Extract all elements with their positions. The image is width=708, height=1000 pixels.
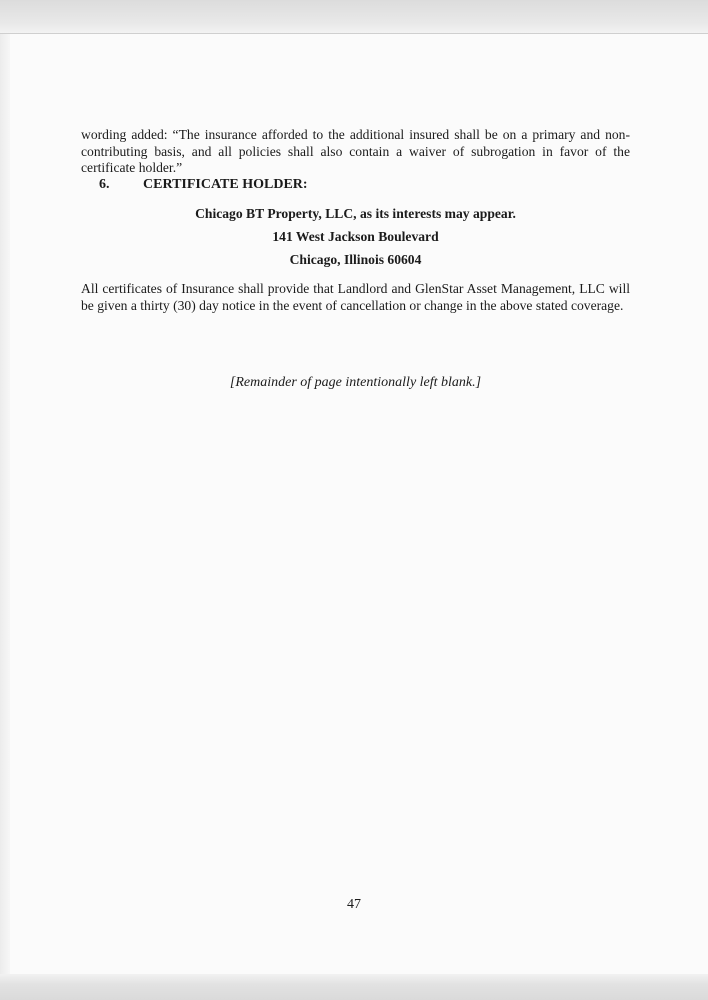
scan-left-edge	[0, 34, 10, 974]
scan-top-divider	[0, 33, 708, 34]
scan-top-edge	[0, 0, 708, 34]
remainder-note: [Remainder of page intentionally left blank.]	[229, 375, 482, 390]
page-number: 47	[347, 897, 361, 912]
certificate-holder-street: 141 West Jackson Boulevard	[272, 229, 439, 244]
scan-bottom-edge	[0, 974, 708, 1000]
notice-paragraph: All certificates of Insurance shall provide that Landlord and GlenStar Asset Management, LLC will be given a thirty (30) day notice in the event of cancellation or change in the above stated coverage.	[81, 281, 630, 313]
section-title: CERTIFICATE HOLDER:	[143, 177, 308, 192]
certificate-holder-city: Chicago, Illinois 60604	[289, 252, 422, 267]
paragraph-continuation: wording added: “The insurance afforded to the additional insured shall be on a primary and non-contributing basis, and all policies shall also contain a waiver of subrogation in favor of the certificate holder.”	[81, 127, 630, 175]
section-number: 6.	[99, 177, 110, 192]
section-heading	[99, 176, 308, 194]
certificate-holder-name: Chicago BT Property, LLC, as its interests may appear.	[195, 206, 516, 221]
